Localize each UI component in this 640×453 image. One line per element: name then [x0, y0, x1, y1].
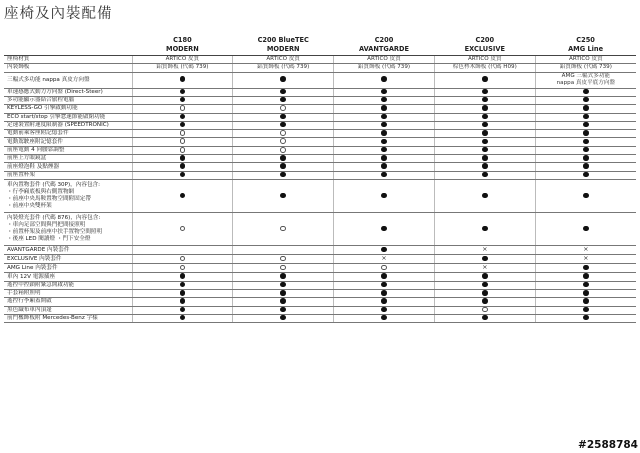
standard-dot-icon — [381, 298, 387, 304]
standard-dot-icon — [280, 97, 286, 103]
standard-dot-icon — [381, 105, 387, 111]
table-row — [4, 264, 636, 273]
standard-dot-icon — [180, 172, 186, 178]
table-row — [4, 88, 636, 96]
standard-cell — [535, 121, 636, 129]
standard-dot-icon — [482, 273, 488, 279]
standard-cell — [434, 171, 535, 179]
standard-cell — [334, 290, 435, 298]
table-row — [4, 72, 636, 88]
standard-cell — [434, 155, 535, 163]
standard-dot-icon — [280, 282, 286, 288]
standard-dot-icon — [280, 298, 286, 304]
standard-dot-icon — [482, 193, 488, 199]
standard-cell — [434, 138, 535, 146]
standard-cell — [132, 163, 233, 171]
standard-cell — [434, 290, 535, 298]
standard-cell — [233, 113, 334, 121]
optional-circle-icon — [180, 256, 186, 262]
standard-dot-icon — [583, 163, 589, 169]
standard-dot-icon — [381, 76, 387, 82]
table-row — [4, 246, 636, 255]
standard-dot-icon — [583, 265, 589, 271]
standard-cell — [334, 146, 435, 154]
table-row — [4, 163, 636, 171]
standard-cell — [434, 121, 535, 129]
standard-dot-icon — [381, 282, 387, 288]
standard-cell — [535, 314, 636, 322]
row-label: ECO start/stop 引擎怠速節能啟閉功能 — [4, 113, 132, 121]
page-title: 座椅及內裝配備 — [4, 6, 113, 22]
unavailable-x-icon: × — [482, 245, 488, 254]
row-label: 前座電動 4 向腰靠調整 — [4, 146, 132, 154]
standard-cell — [334, 273, 435, 281]
row-label: 車內置物套件 (代碼 30P)，內容包含: ・行李廂底板與右側置物網 ・前座中央馬鞍置物空間附固定帶 ・前座中央雙杯架 — [4, 180, 132, 213]
standard-dot-icon — [583, 155, 589, 161]
row-label: 車速感應式動力方向盤 (Direct-Steer) — [4, 88, 132, 96]
standard-dot-icon — [381, 193, 387, 199]
optional-cell — [132, 130, 233, 138]
standard-cell — [535, 163, 636, 171]
standard-dot-icon — [482, 290, 488, 296]
model-header: C200 BlueTEC MODERN — [257, 36, 309, 53]
spec-value: ARTICO 皮質 — [132, 56, 233, 64]
standard-dot-icon — [280, 307, 286, 313]
standard-dot-icon — [583, 290, 589, 296]
standard-dot-icon — [381, 130, 387, 136]
optional-cell — [132, 138, 233, 146]
standard-cell — [334, 306, 435, 314]
optional-cell — [233, 255, 334, 264]
standard-dot-icon — [583, 97, 589, 103]
table-row — [4, 281, 636, 289]
standard-cell — [132, 306, 233, 314]
optional-cell — [233, 130, 334, 138]
standard-cell — [434, 213, 535, 246]
table-row — [4, 273, 636, 281]
table-row — [4, 96, 636, 104]
model-header: C200 AVANTGARDE — [358, 36, 409, 53]
standard-dot-icon — [180, 273, 186, 279]
standard-dot-icon — [482, 315, 488, 321]
standard-cell — [334, 105, 435, 113]
standard-dot-icon — [280, 89, 286, 95]
optional-circle-icon — [180, 138, 186, 144]
standard-cell — [434, 180, 535, 213]
standard-cell — [434, 96, 535, 104]
standard-cell — [233, 121, 334, 129]
optional-circle-icon — [280, 256, 286, 262]
standard-cell — [132, 121, 233, 129]
standard-dot-icon — [583, 226, 589, 232]
standard-cell — [535, 171, 636, 179]
standard-dot-icon — [482, 147, 488, 153]
standard-cell — [434, 72, 535, 88]
standard-dot-icon — [583, 122, 589, 128]
row-label: AMG Line 內裝套件 — [4, 264, 132, 273]
optional-circle-icon — [180, 265, 186, 271]
standard-dot-icon — [583, 147, 589, 153]
standard-cell — [434, 314, 535, 322]
standard-dot-icon — [583, 130, 589, 136]
table-row — [4, 306, 636, 314]
standard-cell — [535, 96, 636, 104]
row-label: KEYLESS-GO 引擎啟動功能 — [4, 105, 132, 113]
unavailable-x-icon: × — [583, 245, 589, 254]
unavailable-cell — [434, 246, 535, 255]
spec-value: ARTICO 皮質 — [334, 56, 435, 64]
standard-cell — [535, 281, 636, 289]
row-label: 車內 12V 電源插座 — [4, 273, 132, 281]
unavailable-x-icon: × — [583, 254, 589, 263]
standard-cell — [334, 171, 435, 179]
standard-cell — [334, 180, 435, 213]
standard-cell — [535, 146, 636, 154]
model-header: C180 MODERN — [166, 36, 199, 53]
standard-dot-icon — [180, 76, 186, 82]
standard-cell — [535, 306, 636, 314]
standard-dot-icon — [280, 290, 286, 296]
spec-value: ARTICO 皮質 — [434, 56, 535, 64]
row-label: 內裝燈光套件 (代碼 876)，內容包含: ・車內足部空間與門把間接照明 ・前置杯架及前座中扶手置物空間照明 ・後座 LED 閱讀燈 ・門下安全燈 — [4, 213, 132, 246]
standard-dot-icon — [280, 122, 286, 128]
standard-cell — [132, 281, 233, 289]
standard-dot-icon — [482, 97, 488, 103]
standard-dot-icon — [482, 122, 488, 128]
table-row — [4, 155, 636, 163]
standard-dot-icon — [180, 97, 186, 103]
standard-cell — [132, 96, 233, 104]
unavailable-cell — [535, 255, 636, 264]
standard-dot-icon — [381, 139, 387, 145]
standard-dot-icon — [583, 298, 589, 304]
standard-dot-icon — [381, 89, 387, 95]
row-label: EXCLUSIVE 內裝套件 — [4, 255, 132, 264]
optional-cell — [334, 264, 435, 273]
row-label: 手套箱附照明 — [4, 290, 132, 298]
standard-dot-icon — [482, 226, 488, 232]
row-label: 遙控行李廂蓋開啟 — [4, 298, 132, 306]
standard-cell — [132, 314, 233, 322]
standard-cell — [535, 213, 636, 246]
watermark: #2588784 — [578, 439, 638, 451]
standard-cell — [334, 155, 435, 163]
optional-circle-icon — [180, 130, 186, 136]
standard-cell — [434, 255, 535, 264]
spec-value: AMG 三輻式多功能 nappa 真皮平底方向盤 — [535, 72, 636, 88]
standard-cell — [233, 163, 334, 171]
table-row — [4, 130, 636, 138]
empty-cell — [233, 246, 334, 255]
optional-cell — [132, 255, 233, 264]
optional-circle-icon — [280, 138, 286, 144]
standard-dot-icon — [381, 247, 387, 253]
empty-cell — [132, 246, 233, 255]
row-label: 前門檻飾板附 Mercedes-Benz 字樣 — [4, 314, 132, 322]
standard-dot-icon — [482, 139, 488, 145]
table-row — [4, 255, 636, 264]
standard-dot-icon — [482, 76, 488, 82]
standard-cell — [233, 180, 334, 213]
spec-value: 鋁質飾板 (代碼 739) — [132, 64, 233, 72]
standard-dot-icon — [381, 163, 387, 169]
standard-dot-icon — [583, 307, 589, 313]
standard-cell — [334, 163, 435, 171]
standard-cell — [233, 155, 334, 163]
standard-dot-icon — [280, 155, 286, 161]
optional-cell — [132, 213, 233, 246]
model-header: C200 EXCLUSIVE — [464, 36, 505, 53]
standard-dot-icon — [482, 256, 488, 262]
standard-dot-icon — [583, 282, 589, 288]
standard-dot-icon — [381, 147, 387, 153]
row-label: 定速裝置附速度限制器 (SPEEDTRONIC) — [4, 121, 132, 129]
standard-cell — [132, 88, 233, 96]
standard-dot-icon — [180, 193, 186, 199]
standard-cell — [132, 298, 233, 306]
standard-cell — [535, 298, 636, 306]
standard-cell — [434, 281, 535, 289]
row-label: 前座置杯架 — [4, 171, 132, 179]
row-label: 前座燈泡鞋 及點煙器 — [4, 163, 132, 171]
optional-cell — [132, 264, 233, 273]
standard-cell — [132, 72, 233, 88]
standard-dot-icon — [482, 130, 488, 136]
optional-circle-icon — [280, 265, 286, 271]
model-header: C250 AMG Line — [568, 36, 604, 53]
table-row — [4, 113, 636, 121]
standard-dot-icon — [482, 155, 488, 161]
standard-cell — [535, 105, 636, 113]
standard-cell — [233, 273, 334, 281]
standard-cell — [132, 180, 233, 213]
standard-cell — [434, 146, 535, 154]
standard-dot-icon — [180, 163, 186, 169]
unavailable-cell — [334, 255, 435, 264]
standard-dot-icon — [583, 105, 589, 111]
standard-dot-icon — [180, 298, 186, 304]
standard-dot-icon — [381, 122, 387, 128]
standard-cell — [535, 264, 636, 273]
table-row — [4, 121, 636, 129]
table-row — [4, 213, 636, 246]
table-row — [4, 64, 636, 72]
standard-cell — [434, 163, 535, 171]
standard-cell — [434, 113, 535, 121]
standard-cell — [233, 88, 334, 96]
standard-dot-icon — [280, 273, 286, 279]
spec-value: 鋁質飾板 (代碼 739) — [233, 64, 334, 72]
header-row — [4, 34, 636, 56]
standard-cell — [434, 273, 535, 281]
spec-value: 鋁質飾板 (代碼 739) — [535, 64, 636, 72]
standard-dot-icon — [381, 172, 387, 178]
spec-value: 棕色梣木飾板 (代碼 H09) — [434, 64, 535, 72]
standard-cell — [334, 88, 435, 96]
standard-dot-icon — [180, 155, 186, 161]
standard-cell — [132, 155, 233, 163]
standard-dot-icon — [381, 307, 387, 313]
standard-cell — [233, 314, 334, 322]
standard-cell — [233, 96, 334, 104]
optional-circle-icon — [180, 147, 186, 153]
standard-dot-icon — [482, 89, 488, 95]
standard-dot-icon — [180, 282, 186, 288]
header-corner — [4, 34, 132, 56]
standard-dot-icon — [482, 105, 488, 111]
standard-cell — [233, 281, 334, 289]
standard-cell — [535, 138, 636, 146]
spec-value: ARTICO 皮質 — [233, 56, 334, 64]
standard-cell — [334, 246, 435, 255]
standard-cell — [233, 171, 334, 179]
standard-dot-icon — [482, 172, 488, 178]
standard-cell — [535, 113, 636, 121]
table-row — [4, 146, 636, 154]
standard-cell — [132, 290, 233, 298]
optional-cell — [132, 105, 233, 113]
optional-circle-icon — [180, 105, 186, 111]
standard-cell — [334, 138, 435, 146]
standard-dot-icon — [280, 315, 286, 321]
standard-cell — [132, 171, 233, 179]
row-label: 電動駕駛座附記憶套件 — [4, 138, 132, 146]
standard-dot-icon — [180, 89, 186, 95]
standard-cell — [233, 306, 334, 314]
row-label: 黑色織布車內頂篷 — [4, 306, 132, 314]
standard-dot-icon — [381, 315, 387, 321]
row-label: 前座上方眼鏡盒 — [4, 155, 132, 163]
standard-cell — [434, 298, 535, 306]
standard-cell — [535, 180, 636, 213]
standard-dot-icon — [583, 139, 589, 145]
standard-dot-icon — [583, 273, 589, 279]
standard-dot-icon — [583, 114, 589, 120]
standard-cell — [334, 72, 435, 88]
standard-cell — [233, 298, 334, 306]
unavailable-cell — [535, 246, 636, 255]
optional-circle-icon — [280, 130, 286, 136]
spec-value: ARTICO 皮質 — [535, 56, 636, 64]
standard-cell — [535, 155, 636, 163]
optional-cell — [233, 264, 334, 273]
standard-dot-icon — [583, 172, 589, 178]
optional-cell — [233, 138, 334, 146]
standard-dot-icon — [280, 172, 286, 178]
standard-cell — [233, 290, 334, 298]
standard-dot-icon — [280, 193, 286, 199]
standard-cell — [233, 72, 334, 88]
standard-cell — [334, 281, 435, 289]
unavailable-cell — [434, 264, 535, 273]
standard-cell — [334, 298, 435, 306]
standard-cell — [334, 213, 435, 246]
standard-cell — [434, 88, 535, 96]
standard-dot-icon — [180, 307, 186, 313]
standard-dot-icon — [180, 290, 186, 296]
optional-cell — [233, 213, 334, 246]
standard-cell — [132, 273, 233, 281]
standard-dot-icon — [482, 282, 488, 288]
standard-cell — [535, 273, 636, 281]
spec-value: 鋁質飾板 (代碼 739) — [334, 64, 435, 72]
standard-dot-icon — [180, 315, 186, 321]
standard-dot-icon — [583, 89, 589, 95]
standard-dot-icon — [482, 114, 488, 120]
table-row — [4, 180, 636, 213]
standard-cell — [535, 130, 636, 138]
standard-dot-icon — [381, 155, 387, 161]
spec-table — [4, 34, 636, 323]
standard-dot-icon — [280, 76, 286, 82]
optional-circle-icon — [280, 105, 286, 111]
row-label: 三輻式多功能 nappa 真皮方向盤 — [4, 72, 132, 88]
unavailable-x-icon: × — [482, 263, 488, 272]
optional-cell — [233, 146, 334, 154]
standard-dot-icon — [583, 315, 589, 321]
standard-dot-icon — [180, 122, 186, 128]
standard-cell — [434, 130, 535, 138]
standard-cell — [334, 130, 435, 138]
standard-dot-icon — [583, 193, 589, 199]
optional-circle-icon — [280, 147, 286, 153]
standard-cell — [434, 105, 535, 113]
standard-dot-icon — [482, 298, 488, 304]
standard-dot-icon — [381, 97, 387, 103]
standard-cell — [535, 290, 636, 298]
optional-circle-icon — [280, 226, 286, 232]
table-row — [4, 171, 636, 179]
unavailable-x-icon: × — [381, 254, 387, 263]
optional-circle-icon — [381, 265, 387, 271]
standard-dot-icon — [180, 114, 186, 120]
standard-cell — [334, 314, 435, 322]
table-row — [4, 314, 636, 322]
standard-cell — [334, 121, 435, 129]
optional-cell — [132, 146, 233, 154]
row-label: 電動前乘客座附記憶套件 — [4, 130, 132, 138]
row-label: 遙控中控鎖附緊急開啟功能 — [4, 281, 132, 289]
optional-cell — [233, 105, 334, 113]
standard-dot-icon — [381, 273, 387, 279]
row-label: 座椅材質 — [4, 56, 132, 64]
table-row — [4, 138, 636, 146]
table-row — [4, 56, 636, 64]
optional-circle-icon — [180, 226, 186, 232]
row-label: 內裝飾板 — [4, 64, 132, 72]
optional-cell — [434, 306, 535, 314]
optional-circle-icon — [482, 307, 488, 313]
row-label: 多功能顯示器結合旅程電腦 — [4, 96, 132, 104]
standard-dot-icon — [381, 290, 387, 296]
standard-dot-icon — [280, 114, 286, 120]
standard-cell — [132, 113, 233, 121]
standard-cell — [334, 113, 435, 121]
standard-dot-icon — [482, 163, 488, 169]
row-label: AVANTGARDE 內裝套件 — [4, 246, 132, 255]
table-row — [4, 298, 636, 306]
table-row — [4, 290, 636, 298]
standard-cell — [334, 96, 435, 104]
standard-dot-icon — [381, 114, 387, 120]
table-row — [4, 105, 636, 113]
standard-dot-icon — [280, 163, 286, 169]
standard-cell — [535, 88, 636, 96]
standard-dot-icon — [381, 226, 387, 232]
